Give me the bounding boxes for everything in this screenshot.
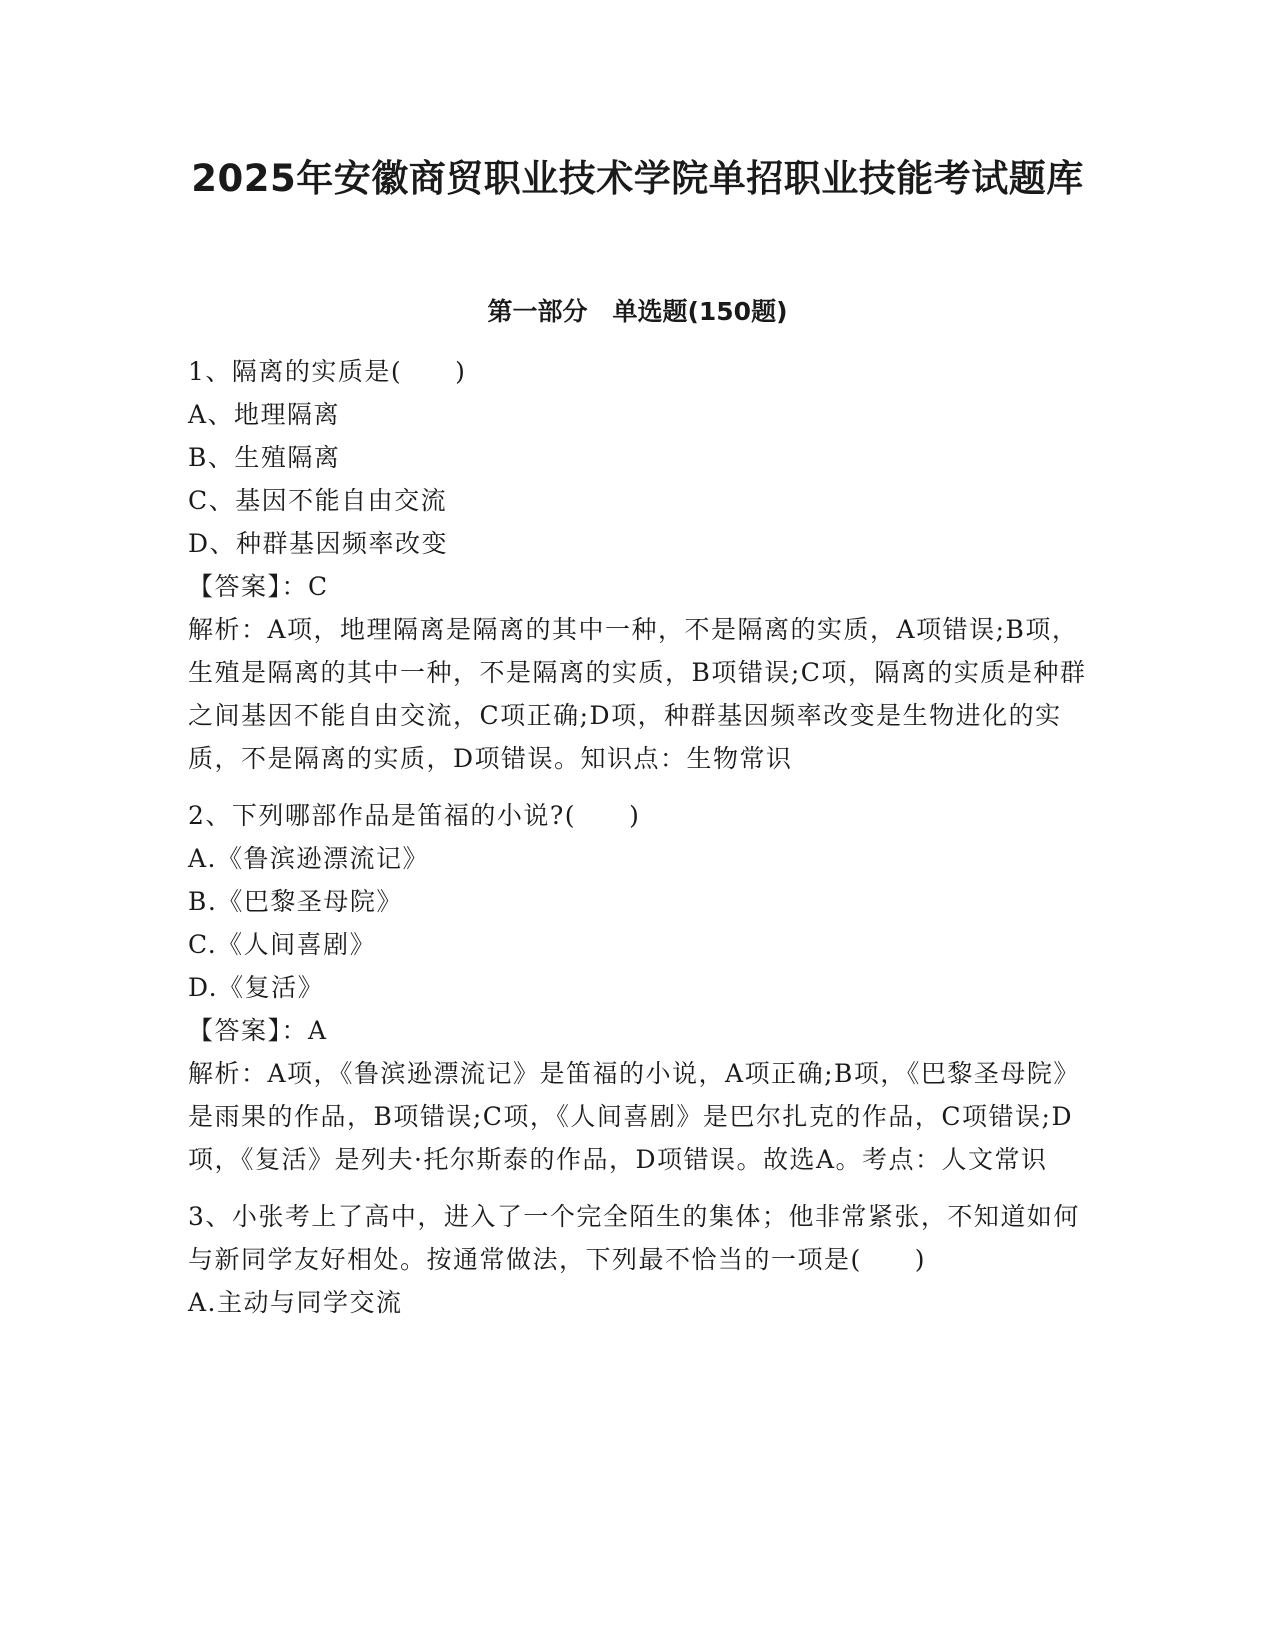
document-title: 2025年安徽商贸职业技术学院单招职业技能考试题库 [191, 157, 1084, 200]
answer: 【答案】：A [188, 1016, 328, 1045]
option-d: D、种群基因频率改变 [188, 529, 449, 558]
option-b: B、生殖隔离 [188, 443, 341, 472]
question-3 [188, 1195, 1088, 1324]
question-1 [188, 350, 1088, 780]
option-a: A.《鲁滨逊漂流记》 [188, 844, 430, 873]
option-c: C.《人间喜剧》 [188, 930, 377, 959]
explanation: 解析：A项，《鲁滨逊漂流记》是笛福的小说，A项正确;B项，《巴黎圣母院》是雨果的作品，B项错误;C项，《人间喜剧》是巴尔扎克的作品，C项错误;D项，《复活》是列夫·托尔斯泰的作品，D项错误。故选A。考点：人文常识 [188, 1059, 1080, 1174]
option-b: B.《巴黎圣母院》 [188, 887, 403, 916]
question-2 [188, 794, 1088, 1181]
question-stem: 2、下列哪部作品是笛福的小说?( ) [188, 801, 641, 830]
section-title: 第一部分 单选题(150题) [487, 297, 788, 326]
question-list [188, 350, 1088, 1338]
option-c: C、基因不能自由交流 [188, 486, 448, 515]
option-d: D.《复活》 [188, 973, 325, 1002]
option-a: A、地理隔离 [188, 400, 341, 429]
question-stem: 3、小张考上了高中，进入了一个完全陌生的集体；他非常紧张，不知道如何与新同学友好相处。按通常做法，下列最不恰当的一项是( ) [188, 1202, 1080, 1274]
option-a: A.主动与同学交流 [188, 1288, 403, 1317]
answer: 【答案】：C [188, 572, 329, 601]
explanation: 解析：A项，地理隔离是隔离的其中一种，不是隔离的实质，A项错误;B项，生殖是隔离的其中一种，不是隔离的实质，B项错误;C项，隔离的实质是种群之间基因不能自由交流，C项正确;D项，种群基因频率改变是生物进化的实质，不是隔离的实质，D项错误。知识点：生物常识 [188, 615, 1087, 773]
question-stem: 1、隔离的实质是( ) [188, 357, 467, 386]
